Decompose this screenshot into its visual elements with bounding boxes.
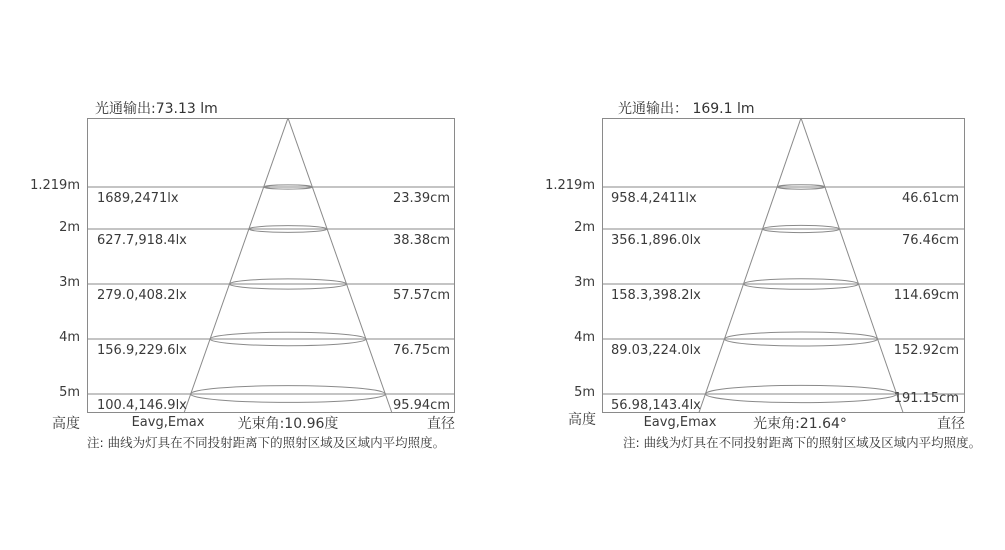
eavg-emax-axis-label: Eavg,Emax [131,415,205,430]
illuminance-value: 100.4,146.9lx [97,398,187,413]
height-tick: 4m [574,330,595,345]
illuminance-value: 89.03,224.0lx [611,343,701,358]
diameter-value: 152.92cm [893,343,959,358]
illuminance-value: 958.4,2411lx [611,191,697,206]
cone-edge-left [184,118,288,413]
diameter-axis-label: 直径 [937,416,965,432]
cone-edge-right [801,118,903,413]
cone-edge-right [288,118,392,413]
height-tick: 1.219m [545,178,595,193]
height-tick: 2m [59,220,80,235]
flux-output-title: 光通输出： 169.1 lm [618,101,755,117]
cone-edge-left [699,118,801,413]
beam-cone-chart [87,118,455,413]
plot-border [88,119,455,413]
diameter-value: 38.38cm [392,233,450,248]
diameter-value: 76.75cm [392,343,450,358]
height-tick: 2m [574,220,595,235]
beam-angle-label: 光束角:10.96度 [237,416,339,432]
height-tick: 3m [59,275,80,290]
diameter-value: 95.94cm [392,398,450,413]
illuminance-value: 156.9,229.6lx [97,343,187,358]
beam-angle-label: 光束角:21.64° [753,416,847,432]
illuminance-value: 1689,2471lx [97,191,179,206]
diameter-axis-label: 直径 [427,416,455,432]
illuminance-value: 56.98,143.4lx [611,398,701,413]
illuminance-value: 279.0,408.2lx [97,288,187,303]
illuminance-value: 158.3,398.2lx [611,288,701,303]
illuminance-value: 627.7,918.4lx [97,233,187,248]
diameter-value: 191.15cm [893,391,959,406]
diameter-value: 46.61cm [901,191,959,206]
plot-border [603,119,965,413]
height-tick: 4m [59,330,80,345]
diagram-note: 注: 曲线为灯具在不同投射距离下的照射区域及区域内平均照度。 [623,435,982,450]
height-axis-label: 高度 [568,412,596,428]
diameter-value: 114.69cm [893,288,959,303]
height-tick: 3m [574,275,595,290]
flux-output-title: 光通输出:73.13 lm [95,101,218,117]
illuminance-value: 356.1,896.0lx [611,233,701,248]
diameter-value: 57.57cm [392,288,450,303]
height-tick: 5m [574,385,595,400]
height-axis-label: 高度 [52,416,80,432]
beam-cone-chart [602,118,965,413]
diagram-note: 注: 曲线为灯具在不同投射距离下的照射区域及区域内平均照度。 [87,435,446,450]
eavg-emax-axis-label: Eavg,Emax [643,415,717,430]
diameter-value: 76.46cm [901,233,959,248]
diameter-value: 23.39cm [392,191,450,206]
height-tick: 5m [59,385,80,400]
height-tick: 1.219m [30,178,80,193]
